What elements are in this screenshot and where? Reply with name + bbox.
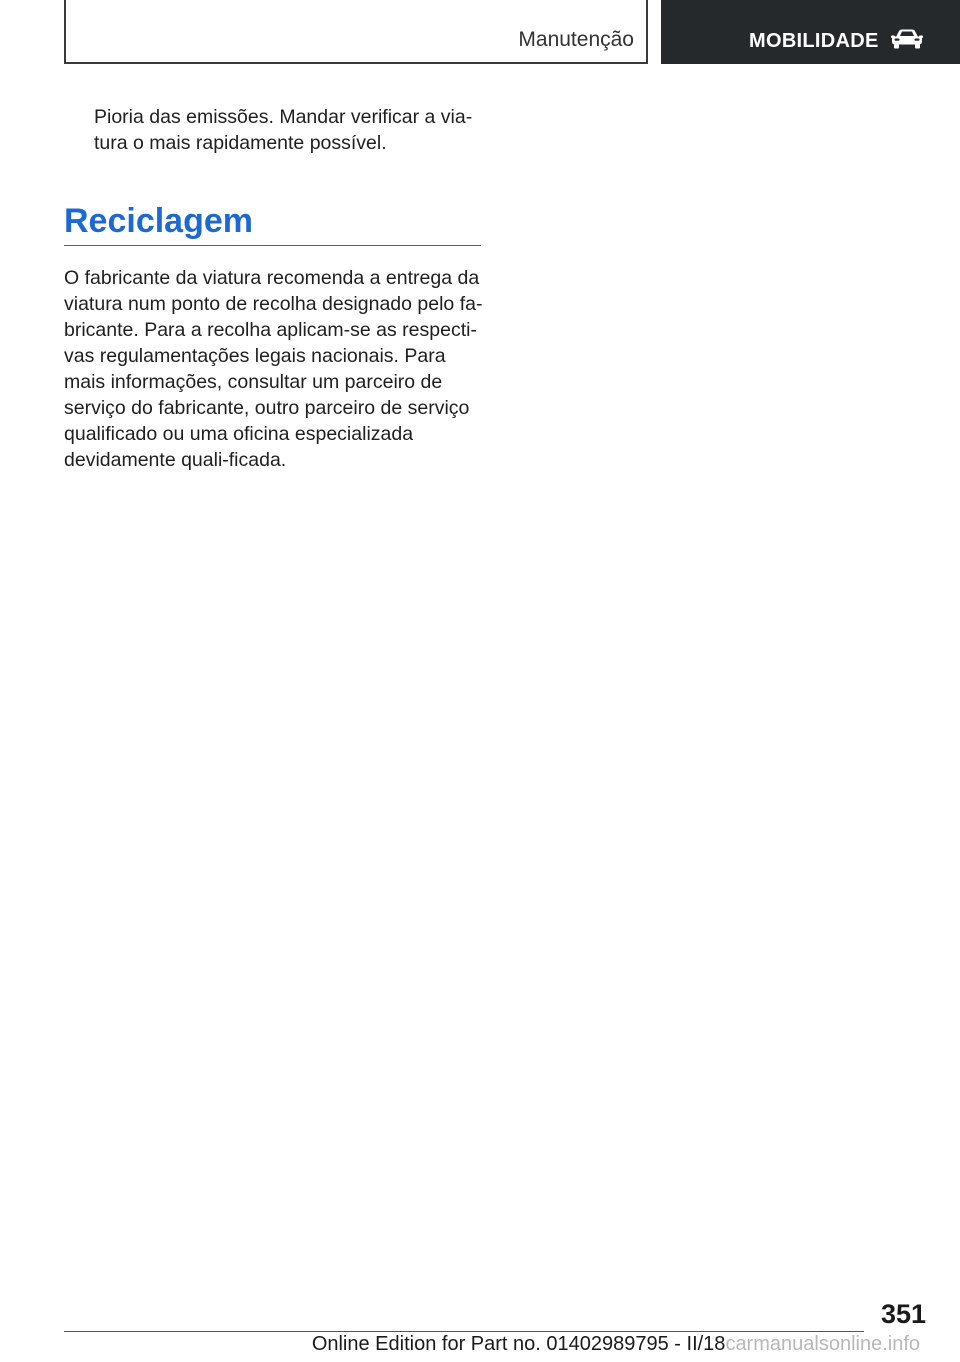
footer-edition-text: Online Edition for Part no. 01402989795 - II/18 — [311, 1333, 726, 1355]
section-body-paragraph: O fabricante da viatura recomenda a entrega da viatura num ponto de recolha designado pelo fa-bricante. Para a recolha aplicam-se as respecti-vas regulamentações legais nacionais. Para mais informações, consultar um parceiro de serviço do fabricante, outro parceiro de serviço qualificado ou uma oficina especializada devidamente quali-ficada. — [64, 267, 483, 471]
header-chapter-tab — [661, 0, 960, 64]
footer-watermark: carmanualsonline.info — [725, 1333, 920, 1355]
footer-line — [312, 1333, 920, 1356]
section-title: Reciclagem — [64, 202, 253, 240]
intro-paragraph: Pioria das emissões. Mandar verificar a via-tura o mais rapidamente possível. — [94, 106, 473, 154]
footer-divider — [64, 1331, 864, 1332]
page-number: 351 — [880, 1299, 926, 1329]
header-section-title: Manutenção — [518, 28, 634, 51]
car-icon — [890, 28, 924, 50]
section-title-underline — [64, 245, 481, 246]
header-chapter-title: MOBILIDADE — [749, 30, 879, 52]
